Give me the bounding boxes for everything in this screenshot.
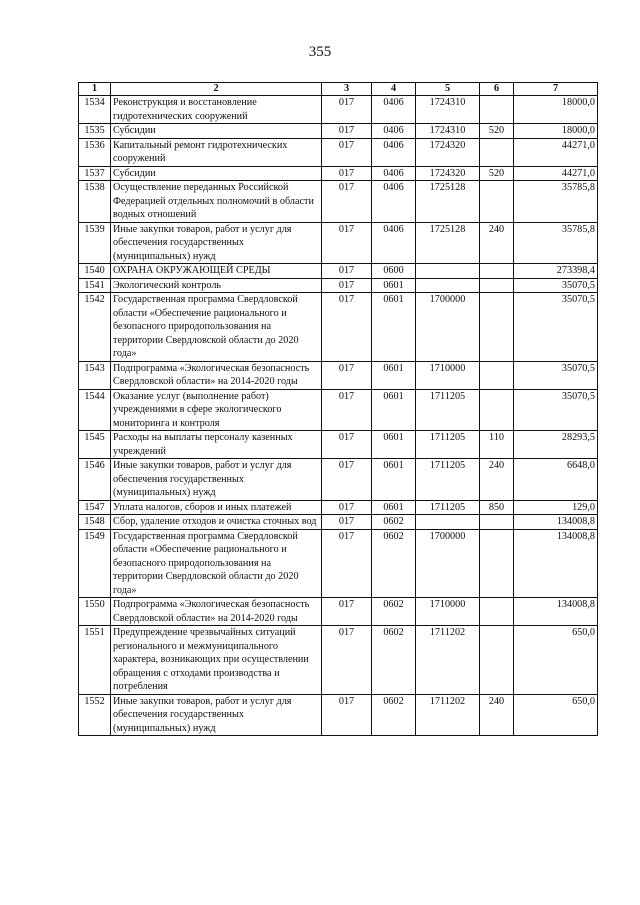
expense-type-cell: [480, 361, 514, 389]
row-number-cell: 1539: [79, 222, 111, 264]
expense-type-cell: 240: [480, 222, 514, 264]
expense-type-cell: 110: [480, 431, 514, 459]
section-code-cell: 0600: [372, 264, 416, 279]
section-code-cell: 0602: [372, 515, 416, 530]
column-header: 1: [79, 83, 111, 96]
ministry-code-cell: 017: [322, 361, 372, 389]
ministry-code-cell: 017: [322, 389, 372, 431]
expense-type-cell: 240: [480, 459, 514, 501]
ministry-code-cell: 017: [322, 264, 372, 279]
amount-cell: 35785,8: [514, 181, 598, 223]
expense-type-cell: [480, 529, 514, 598]
row-number-cell: 1552: [79, 694, 111, 736]
target-article-cell: 1700000: [416, 293, 480, 362]
amount-cell: 44271,0: [514, 138, 598, 166]
item-name-cell: Субсидии: [111, 124, 322, 139]
target-article-cell: [416, 278, 480, 293]
item-name-cell: Экологический контроль: [111, 278, 322, 293]
target-article-cell: [416, 515, 480, 530]
item-name-cell: Расходы на выплаты персоналу казенных учреждений: [111, 431, 322, 459]
target-article-cell: [416, 264, 480, 279]
amount-cell: 6648,0: [514, 459, 598, 501]
expense-type-cell: 520: [480, 166, 514, 181]
section-code-cell: 0601: [372, 278, 416, 293]
ministry-code-cell: 017: [322, 529, 372, 598]
amount-cell: 18000,0: [514, 124, 598, 139]
item-name-cell: Государственная программа Свердловской области «Обеспечение рационального и безопасного природопользования на территории Свердловской области до 2020 года»: [111, 529, 322, 598]
item-name-cell: Подпрограмма «Экологическая безопасность Свердловской области» на 2014-2020 годы: [111, 361, 322, 389]
section-code-cell: 0601: [372, 293, 416, 362]
row-number-cell: 1546: [79, 459, 111, 501]
item-name-cell: Иные закупки товаров, работ и услуг для обеспечения государственных (муниципальных) нужд: [111, 694, 322, 736]
item-name-cell: Реконструкция и восстановление гидротехнических сооружений: [111, 96, 322, 124]
row-number-cell: 1549: [79, 529, 111, 598]
item-name-cell: Уплата налогов, сборов и иных платежей: [111, 500, 322, 515]
expense-type-cell: [480, 626, 514, 695]
ministry-code-cell: 017: [322, 124, 372, 139]
ministry-code-cell: 017: [322, 166, 372, 181]
target-article-cell: 1711205: [416, 500, 480, 515]
column-header: 7: [514, 83, 598, 96]
column-header: 4: [372, 83, 416, 96]
table-row: [79, 598, 598, 626]
section-code-cell: 0601: [372, 361, 416, 389]
table-row: [79, 293, 598, 362]
expense-type-cell: [480, 389, 514, 431]
expense-type-cell: 850: [480, 500, 514, 515]
item-name-cell: ОХРАНА ОКРУЖАЮЩЕЙ СРЕДЫ: [111, 264, 322, 279]
expense-type-cell: [480, 181, 514, 223]
table-row: [79, 166, 598, 181]
item-name-cell: Государственная программа Свердловской области «Обеспечение рационального и безопасного природопользования на территории Свердловской области до 2020 года»: [111, 293, 322, 362]
row-number-cell: 1542: [79, 293, 111, 362]
amount-cell: 134008,8: [514, 529, 598, 598]
budget-table: [78, 82, 598, 736]
row-number-cell: 1543: [79, 361, 111, 389]
section-code-cell: 0602: [372, 626, 416, 695]
column-header: 3: [322, 83, 372, 96]
expense-type-cell: [480, 293, 514, 362]
column-header: 5: [416, 83, 480, 96]
table-row: [79, 96, 598, 124]
expense-type-cell: [480, 515, 514, 530]
ministry-code-cell: 017: [322, 459, 372, 501]
section-code-cell: 0602: [372, 529, 416, 598]
amount-cell: 35070,5: [514, 293, 598, 362]
ministry-code-cell: 017: [322, 626, 372, 695]
target-article-cell: 1724320: [416, 138, 480, 166]
target-article-cell: 1700000: [416, 529, 480, 598]
ministry-code-cell: 017: [322, 293, 372, 362]
table-row: [79, 389, 598, 431]
item-name-cell: Предупреждение чрезвычайных ситуаций регионального и межмуниципального характера, возникающих при осуществлении обращения с отходами производства и потребления: [111, 626, 322, 695]
target-article-cell: 1711205: [416, 389, 480, 431]
page-number: 355: [308, 44, 332, 60]
target-article-cell: 1724310: [416, 124, 480, 139]
section-code-cell: 0601: [372, 389, 416, 431]
column-header: 6: [480, 83, 514, 96]
column-header: 2: [111, 83, 322, 96]
item-name-cell: Оказание услуг (выполнение работ) учреждениями в сфере экологического мониторинга и контроля: [111, 389, 322, 431]
section-code-cell: 0601: [372, 459, 416, 501]
item-name-cell: Капитальный ремонт гидротехнических сооружений: [111, 138, 322, 166]
row-number-cell: 1544: [79, 389, 111, 431]
ministry-code-cell: 017: [322, 278, 372, 293]
row-number-cell: 1550: [79, 598, 111, 626]
item-name-cell: Подпрограмма «Экологическая безопасность Свердловской области» на 2014-2020 годы: [111, 598, 322, 626]
expense-type-cell: [480, 264, 514, 279]
section-code-cell: 0602: [372, 694, 416, 736]
table-row: [79, 459, 598, 501]
table-row: [79, 361, 598, 389]
expense-type-cell: [480, 278, 514, 293]
row-number-cell: 1547: [79, 500, 111, 515]
expense-type-cell: 520: [480, 124, 514, 139]
expense-type-cell: 240: [480, 694, 514, 736]
expense-type-cell: [480, 96, 514, 124]
section-code-cell: 0601: [372, 431, 416, 459]
target-article-cell: 1724310: [416, 96, 480, 124]
target-article-cell: 1711202: [416, 694, 480, 736]
section-code-cell: 0406: [372, 96, 416, 124]
target-article-cell: 1710000: [416, 361, 480, 389]
ministry-code-cell: 017: [322, 431, 372, 459]
target-article-cell: 1711202: [416, 626, 480, 695]
row-number-cell: 1540: [79, 264, 111, 279]
amount-cell: 35070,5: [514, 389, 598, 431]
section-code-cell: 0406: [372, 138, 416, 166]
target-article-cell: 1710000: [416, 598, 480, 626]
amount-cell: 35785,8: [514, 222, 598, 264]
table-row: [79, 181, 598, 223]
amount-cell: 35070,5: [514, 361, 598, 389]
row-number-cell: 1534: [79, 96, 111, 124]
target-article-cell: 1711205: [416, 431, 480, 459]
expense-type-cell: [480, 138, 514, 166]
section-code-cell: 0406: [372, 124, 416, 139]
section-code-cell: 0406: [372, 181, 416, 223]
table-row: [79, 529, 598, 598]
target-article-cell: 1711205: [416, 459, 480, 501]
ministry-code-cell: 017: [322, 500, 372, 515]
row-number-cell: 1535: [79, 124, 111, 139]
target-article-cell: 1725128: [416, 222, 480, 264]
table-row: [79, 138, 598, 166]
table-row: [79, 264, 598, 279]
item-name-cell: Осуществление переданных Российской Федерацией отдельных полномочий в области водных отношений: [111, 181, 322, 223]
ministry-code-cell: 017: [322, 694, 372, 736]
table-row: [79, 278, 598, 293]
item-name-cell: Иные закупки товаров, работ и услуг для обеспечения государственных (муниципальных) нужд: [111, 222, 322, 264]
item-name-cell: Субсидии: [111, 166, 322, 181]
ministry-code-cell: 017: [322, 138, 372, 166]
amount-cell: 134008,8: [514, 515, 598, 530]
section-code-cell: 0406: [372, 222, 416, 264]
row-number-cell: 1537: [79, 166, 111, 181]
amount-cell: 18000,0: [514, 96, 598, 124]
ministry-code-cell: 017: [322, 515, 372, 530]
section-code-cell: 0601: [372, 500, 416, 515]
row-number-cell: 1541: [79, 278, 111, 293]
row-number-cell: 1545: [79, 431, 111, 459]
table-row: [79, 694, 598, 736]
amount-cell: 650,0: [514, 694, 598, 736]
expense-type-cell: [480, 598, 514, 626]
target-article-cell: 1725128: [416, 181, 480, 223]
table-row: [79, 500, 598, 515]
amount-cell: 273398,4: [514, 264, 598, 279]
amount-cell: 129,0: [514, 500, 598, 515]
table-row: [79, 222, 598, 264]
row-number-cell: 1548: [79, 515, 111, 530]
table-row: [79, 124, 598, 139]
ministry-code-cell: 017: [322, 96, 372, 124]
amount-cell: 28293,5: [514, 431, 598, 459]
row-number-cell: 1551: [79, 626, 111, 695]
row-number-cell: 1538: [79, 181, 111, 223]
ministry-code-cell: 017: [322, 598, 372, 626]
target-article-cell: 1724320: [416, 166, 480, 181]
table-row: [79, 626, 598, 695]
amount-cell: 35070,5: [514, 278, 598, 293]
item-name-cell: Иные закупки товаров, работ и услуг для обеспечения государственных (муниципальных) нужд: [111, 459, 322, 501]
table-row: [79, 515, 598, 530]
section-code-cell: 0602: [372, 598, 416, 626]
amount-cell: 44271,0: [514, 166, 598, 181]
table-row: [79, 431, 598, 459]
ministry-code-cell: 017: [322, 181, 372, 223]
amount-cell: 134008,8: [514, 598, 598, 626]
amount-cell: 650,0: [514, 626, 598, 695]
ministry-code-cell: 017: [322, 222, 372, 264]
item-name-cell: Сбор, удаление отходов и очистка сточных вод: [111, 515, 322, 530]
row-number-cell: 1536: [79, 138, 111, 166]
table-header-row: [79, 83, 598, 96]
section-code-cell: 0406: [372, 166, 416, 181]
